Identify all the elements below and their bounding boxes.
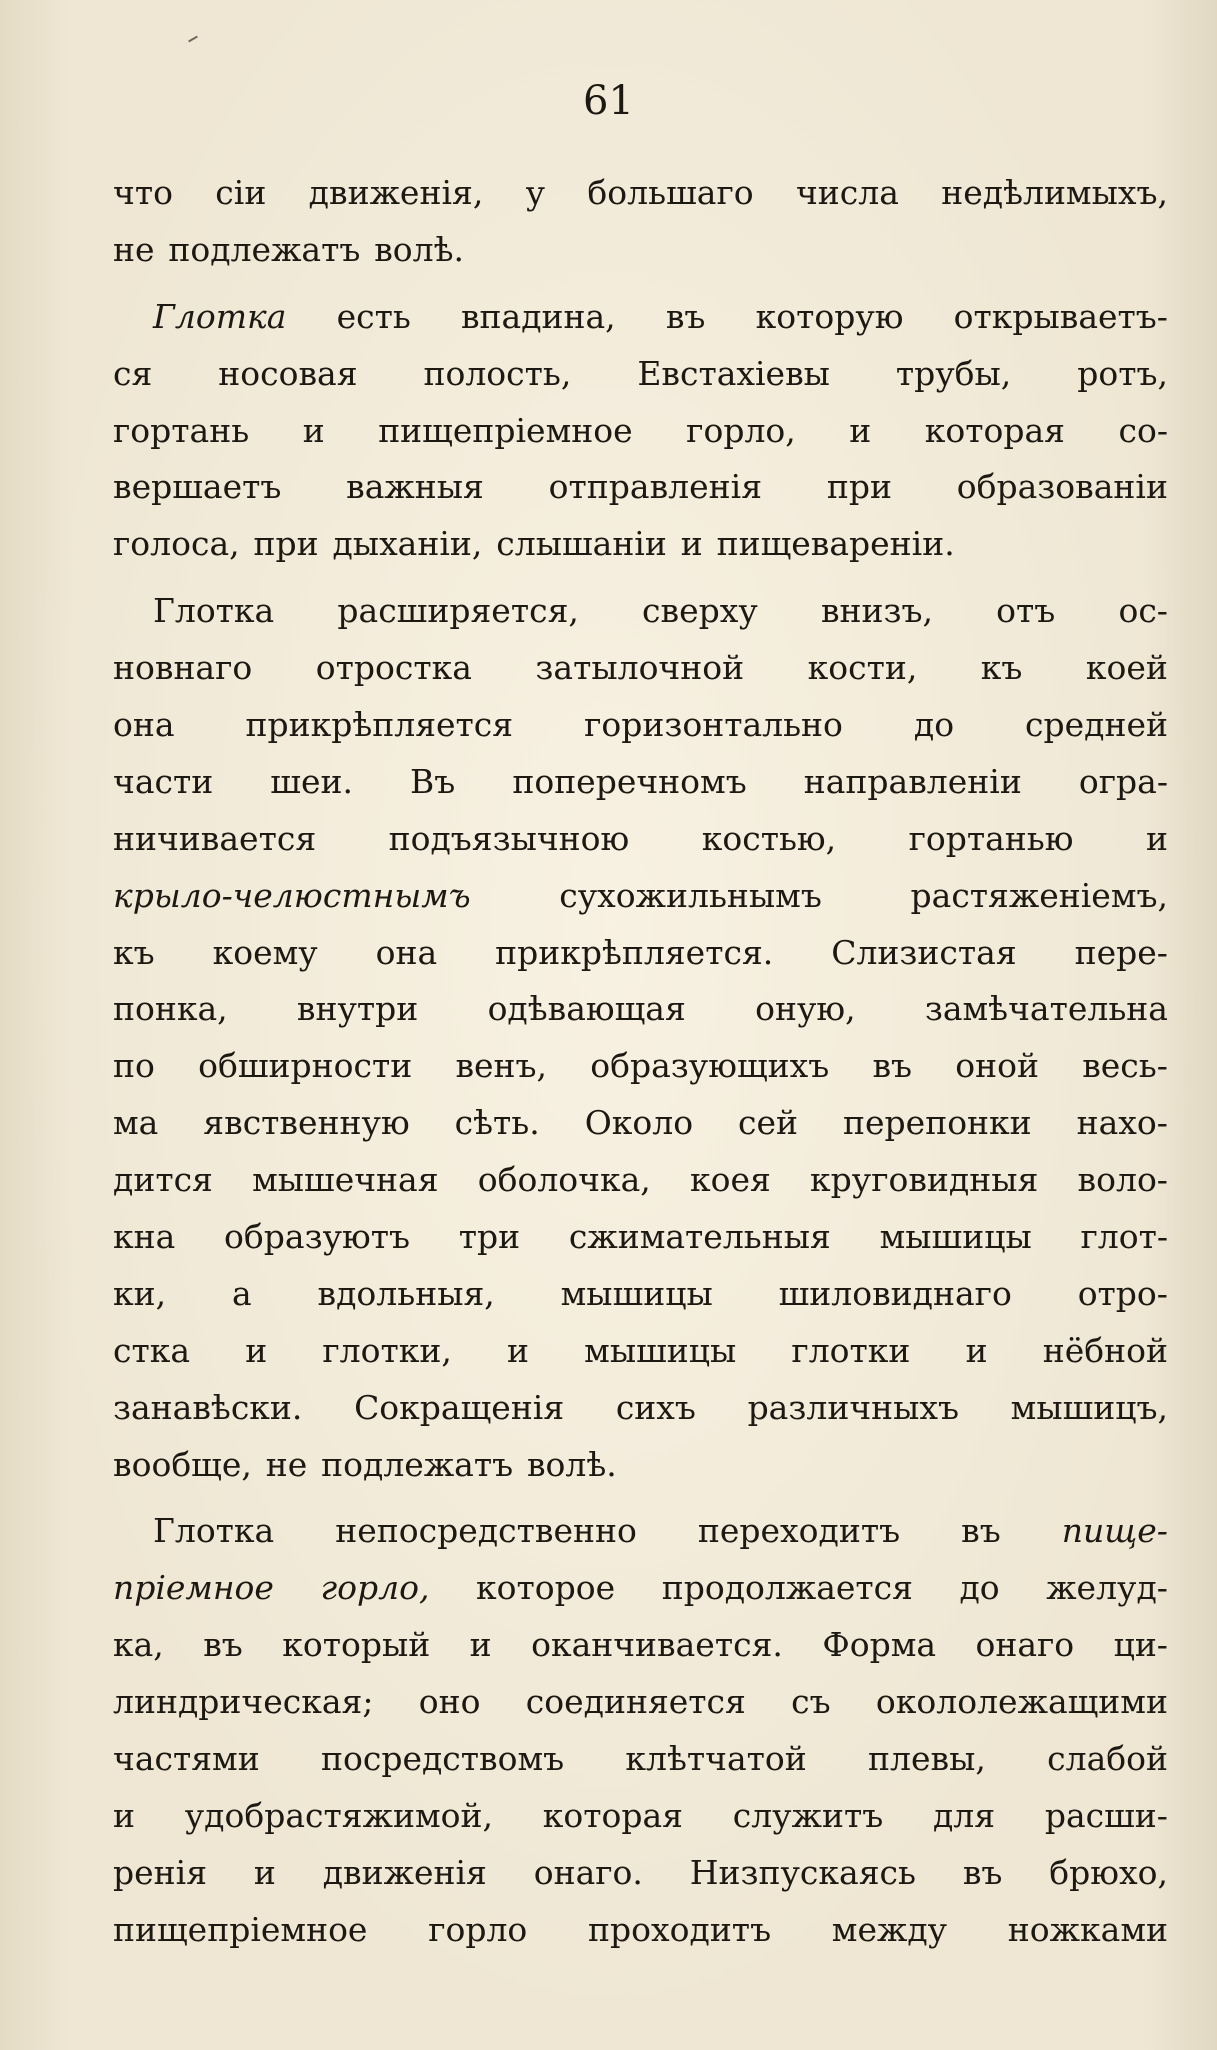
word: ничивается	[113, 818, 317, 858]
word: со-	[1118, 410, 1168, 450]
word: мышицы	[879, 1217, 1032, 1257]
word: коему	[212, 932, 318, 972]
word: по	[113, 1046, 155, 1086]
paragraph	[113, 289, 1168, 573]
word: между	[831, 1909, 948, 1949]
word: отростка	[315, 648, 472, 688]
word: которую	[755, 296, 904, 336]
word: обширности	[198, 1046, 413, 1086]
paragraph-gap	[113, 279, 1168, 289]
word: посредствомъ	[320, 1739, 565, 1779]
word: огра-	[1078, 761, 1168, 801]
word: и	[302, 410, 325, 450]
word: ротъ,	[1077, 353, 1168, 393]
word: Глотка	[153, 1511, 275, 1551]
word: продолжается	[661, 1568, 913, 1608]
word: ся	[113, 353, 153, 393]
word: одѣвающая	[487, 989, 686, 1029]
word: нахо-	[1076, 1103, 1168, 1143]
paragraph	[113, 165, 1168, 279]
word: горизонтально	[584, 705, 843, 745]
word: оболочка,	[477, 1160, 651, 1200]
word: оно	[418, 1682, 481, 1722]
text-line	[113, 346, 1168, 403]
text-line	[113, 1323, 1168, 1380]
word: и	[1145, 818, 1168, 858]
text-line	[113, 754, 1168, 811]
word: плевы,	[868, 1739, 986, 1779]
text-line	[113, 1845, 1168, 1902]
paragraph-gap	[113, 573, 1168, 583]
word: важныя	[346, 467, 484, 507]
word: расши-	[1044, 1795, 1168, 1835]
word: явственную	[203, 1103, 410, 1143]
word: а	[231, 1273, 252, 1313]
word: вдольныя,	[317, 1273, 495, 1313]
paragraph	[113, 1503, 1168, 1958]
word: глотки,	[322, 1330, 452, 1370]
word: шеи.	[270, 761, 353, 801]
word: весь-	[1082, 1046, 1168, 1086]
italic-term: Глотка	[153, 296, 287, 336]
word: образующихъ	[590, 1046, 830, 1086]
word: къ	[980, 648, 1023, 688]
word: оной	[955, 1046, 1039, 1086]
text-line	[113, 1380, 1168, 1437]
word: образованіи	[956, 467, 1168, 507]
word: въ	[962, 1852, 1003, 1892]
page-body	[113, 165, 1168, 1959]
word: занавѣски.	[113, 1387, 303, 1427]
word: до	[913, 705, 955, 745]
text-line	[113, 1902, 1168, 1959]
word: ножками	[1007, 1909, 1168, 1949]
word: сей	[738, 1103, 799, 1143]
word: направленіи	[803, 761, 1022, 801]
word: сухожильнымъ	[559, 875, 822, 915]
text-line	[113, 1617, 1168, 1674]
word: растяженіемъ,	[910, 875, 1168, 915]
word: въ	[665, 296, 706, 336]
word: при	[826, 467, 892, 507]
word: желуд-	[1046, 1568, 1168, 1608]
word: Евстахіевы	[637, 353, 830, 393]
word: мышечная	[252, 1160, 439, 1200]
word: что	[113, 173, 173, 212]
word: непосредственно	[335, 1511, 637, 1551]
word: трубы,	[895, 353, 1012, 393]
word: соединяется	[525, 1682, 746, 1722]
word: воло-	[1077, 1160, 1168, 1200]
word: удобрастяжимой,	[184, 1795, 493, 1835]
word: части	[113, 761, 214, 801]
word: сихъ	[615, 1387, 696, 1427]
page-number: 61	[583, 78, 634, 124]
word: отъ	[996, 591, 1056, 631]
word: которая	[542, 1795, 683, 1835]
word: нёбной	[1042, 1330, 1168, 1370]
word: при	[253, 524, 319, 564]
word: ки,	[113, 1273, 167, 1313]
word: отро-	[1077, 1273, 1168, 1313]
word: числа	[795, 173, 899, 212]
word: средней	[1025, 705, 1168, 745]
word: линдрическая;	[113, 1682, 374, 1722]
paragraph-gap	[113, 1493, 1168, 1503]
word: глот-	[1080, 1217, 1168, 1257]
ink-speck	[188, 36, 198, 43]
word: Слизистая	[831, 932, 1017, 972]
text-line	[113, 516, 1168, 573]
word: шиловиднаго	[778, 1273, 1012, 1313]
text-line	[113, 1095, 1168, 1152]
word: въ	[872, 1046, 913, 1086]
word: полость,	[423, 353, 572, 393]
word: отправленія	[548, 467, 763, 507]
paragraph	[113, 583, 1168, 1493]
word: дыханіи,	[332, 524, 483, 564]
word: замѣчательна	[924, 989, 1168, 1029]
text-line	[113, 1674, 1168, 1731]
word: ма	[113, 1103, 159, 1143]
word: новнаго	[113, 648, 253, 688]
word: и	[849, 410, 872, 450]
word: внизъ,	[820, 591, 934, 631]
word: понка,	[113, 989, 228, 1029]
text-line	[113, 1209, 1168, 1266]
text-line	[113, 811, 1168, 868]
word: пере-	[1074, 932, 1168, 972]
word: костью,	[701, 818, 837, 858]
word: къ	[113, 932, 155, 972]
word: клѣтчатой	[625, 1739, 807, 1779]
word: ос-	[1118, 591, 1168, 631]
word: и	[469, 1625, 492, 1665]
word: ренія	[113, 1852, 208, 1892]
word: и	[113, 1795, 135, 1835]
word: вообще,	[113, 1444, 252, 1484]
word: пищепріемное	[113, 1909, 368, 1949]
text-line	[113, 222, 1168, 279]
word: проходитъ	[588, 1909, 772, 1949]
word: стка	[113, 1330, 191, 1370]
word: и	[680, 524, 703, 564]
word: въ	[203, 1625, 243, 1665]
word: онаго	[975, 1625, 1075, 1665]
word: расширяется,	[337, 591, 579, 631]
word: служитъ	[732, 1795, 884, 1835]
word: она	[375, 932, 438, 972]
word: ка,	[113, 1625, 164, 1665]
word: поперечномъ	[512, 761, 747, 801]
word: сверху	[642, 591, 758, 631]
word: открываетъ-	[953, 296, 1168, 336]
word: горло	[428, 1909, 528, 1949]
word: носовая	[218, 353, 358, 393]
word: глотки	[791, 1330, 911, 1370]
text-line	[113, 1437, 1168, 1494]
word: образуютъ	[224, 1217, 410, 1257]
text-line	[113, 1152, 1168, 1209]
text-line	[113, 1503, 1168, 1560]
text-line	[113, 981, 1168, 1038]
word: сѣть.	[454, 1103, 540, 1143]
word: сіи	[215, 173, 267, 212]
word: окололежащими	[875, 1682, 1168, 1722]
word: гортань	[113, 410, 250, 450]
word: пищепріемное	[378, 410, 633, 450]
word: подъязычною	[388, 818, 630, 858]
word: круговидныя	[810, 1160, 1039, 1200]
text-line	[113, 289, 1168, 346]
word: гортанью	[908, 818, 1074, 858]
word: не	[265, 1444, 308, 1484]
word: коея	[689, 1160, 771, 1200]
word: различныхъ	[747, 1387, 960, 1427]
word: три	[458, 1217, 521, 1257]
text-line	[113, 1266, 1168, 1323]
text-line	[113, 868, 1168, 925]
word: частями	[113, 1739, 260, 1779]
word: венъ,	[455, 1046, 548, 1086]
italic-term: пріемное	[113, 1568, 274, 1608]
word: Въ	[410, 761, 456, 801]
word: брюхо,	[1049, 1852, 1168, 1892]
word: и	[507, 1330, 530, 1370]
word: оную,	[755, 989, 856, 1029]
word: кна	[113, 1217, 176, 1257]
word: горло,	[686, 410, 796, 450]
word: не	[113, 229, 155, 269]
italic-term: пище-	[1061, 1511, 1168, 1551]
text-line	[113, 1560, 1168, 1617]
word: для	[932, 1795, 996, 1835]
word: съ	[791, 1682, 831, 1722]
word: мышицы	[584, 1330, 737, 1370]
word: впадина,	[460, 296, 616, 336]
word: который	[282, 1625, 431, 1665]
word: прикрѣпляется	[245, 705, 514, 745]
word: затылочной	[535, 648, 745, 688]
word: Около	[584, 1103, 694, 1143]
text-line	[113, 1731, 1168, 1788]
word: и	[965, 1330, 988, 1370]
word: волѣ.	[374, 229, 465, 269]
word: вершаетъ	[113, 467, 282, 507]
word: подлежатъ	[168, 229, 361, 269]
word: переходитъ	[697, 1511, 901, 1551]
word: которое	[476, 1568, 616, 1608]
word: волѣ.	[526, 1444, 617, 1484]
word: мышицы	[560, 1273, 713, 1313]
text-line	[113, 583, 1168, 640]
word: Форма	[822, 1625, 937, 1665]
text-line	[113, 697, 1168, 754]
word: внутри	[296, 989, 419, 1029]
italic-term: крыло-челюстнымъ	[113, 875, 471, 915]
word: Низпускаясь	[689, 1852, 916, 1892]
word: подлежатъ	[321, 1444, 514, 1484]
word: слабой	[1047, 1739, 1168, 1779]
word: у	[525, 173, 546, 212]
word: движенія,	[308, 173, 484, 212]
word: прикрѣпляется.	[495, 932, 774, 972]
word: коей	[1085, 648, 1168, 688]
text-line	[113, 640, 1168, 697]
italic-term: горло,	[320, 1568, 430, 1608]
word: и	[253, 1852, 276, 1892]
word: движенія	[322, 1852, 487, 1892]
word: оканчивается.	[531, 1625, 783, 1665]
text-line	[113, 1038, 1168, 1095]
word: мышицъ,	[1010, 1387, 1168, 1427]
word: пищевареніи.	[716, 524, 955, 564]
word: въ	[961, 1511, 1001, 1551]
word: она	[113, 705, 175, 745]
word: кости,	[807, 648, 918, 688]
word: перепонки	[843, 1103, 1032, 1143]
word: которая	[924, 410, 1065, 450]
text-line	[113, 459, 1168, 516]
text-line	[113, 403, 1168, 460]
word: большаго	[587, 173, 754, 212]
word: Глотка	[153, 591, 275, 631]
word: ци-	[1113, 1625, 1168, 1665]
word: есть	[336, 296, 411, 336]
word: и	[245, 1330, 268, 1370]
text-line	[113, 1788, 1168, 1845]
word: до	[959, 1568, 1000, 1608]
word: онаго.	[533, 1852, 643, 1892]
text-line	[113, 165, 1168, 222]
text-line	[113, 925, 1168, 982]
word: голоса,	[113, 524, 240, 564]
word: слышаніи	[496, 524, 667, 564]
word: Сокращенія	[354, 1387, 565, 1427]
word: дится	[113, 1160, 213, 1200]
word: сжимательныя	[568, 1217, 831, 1257]
word: недѣлимыхъ,	[941, 173, 1168, 212]
